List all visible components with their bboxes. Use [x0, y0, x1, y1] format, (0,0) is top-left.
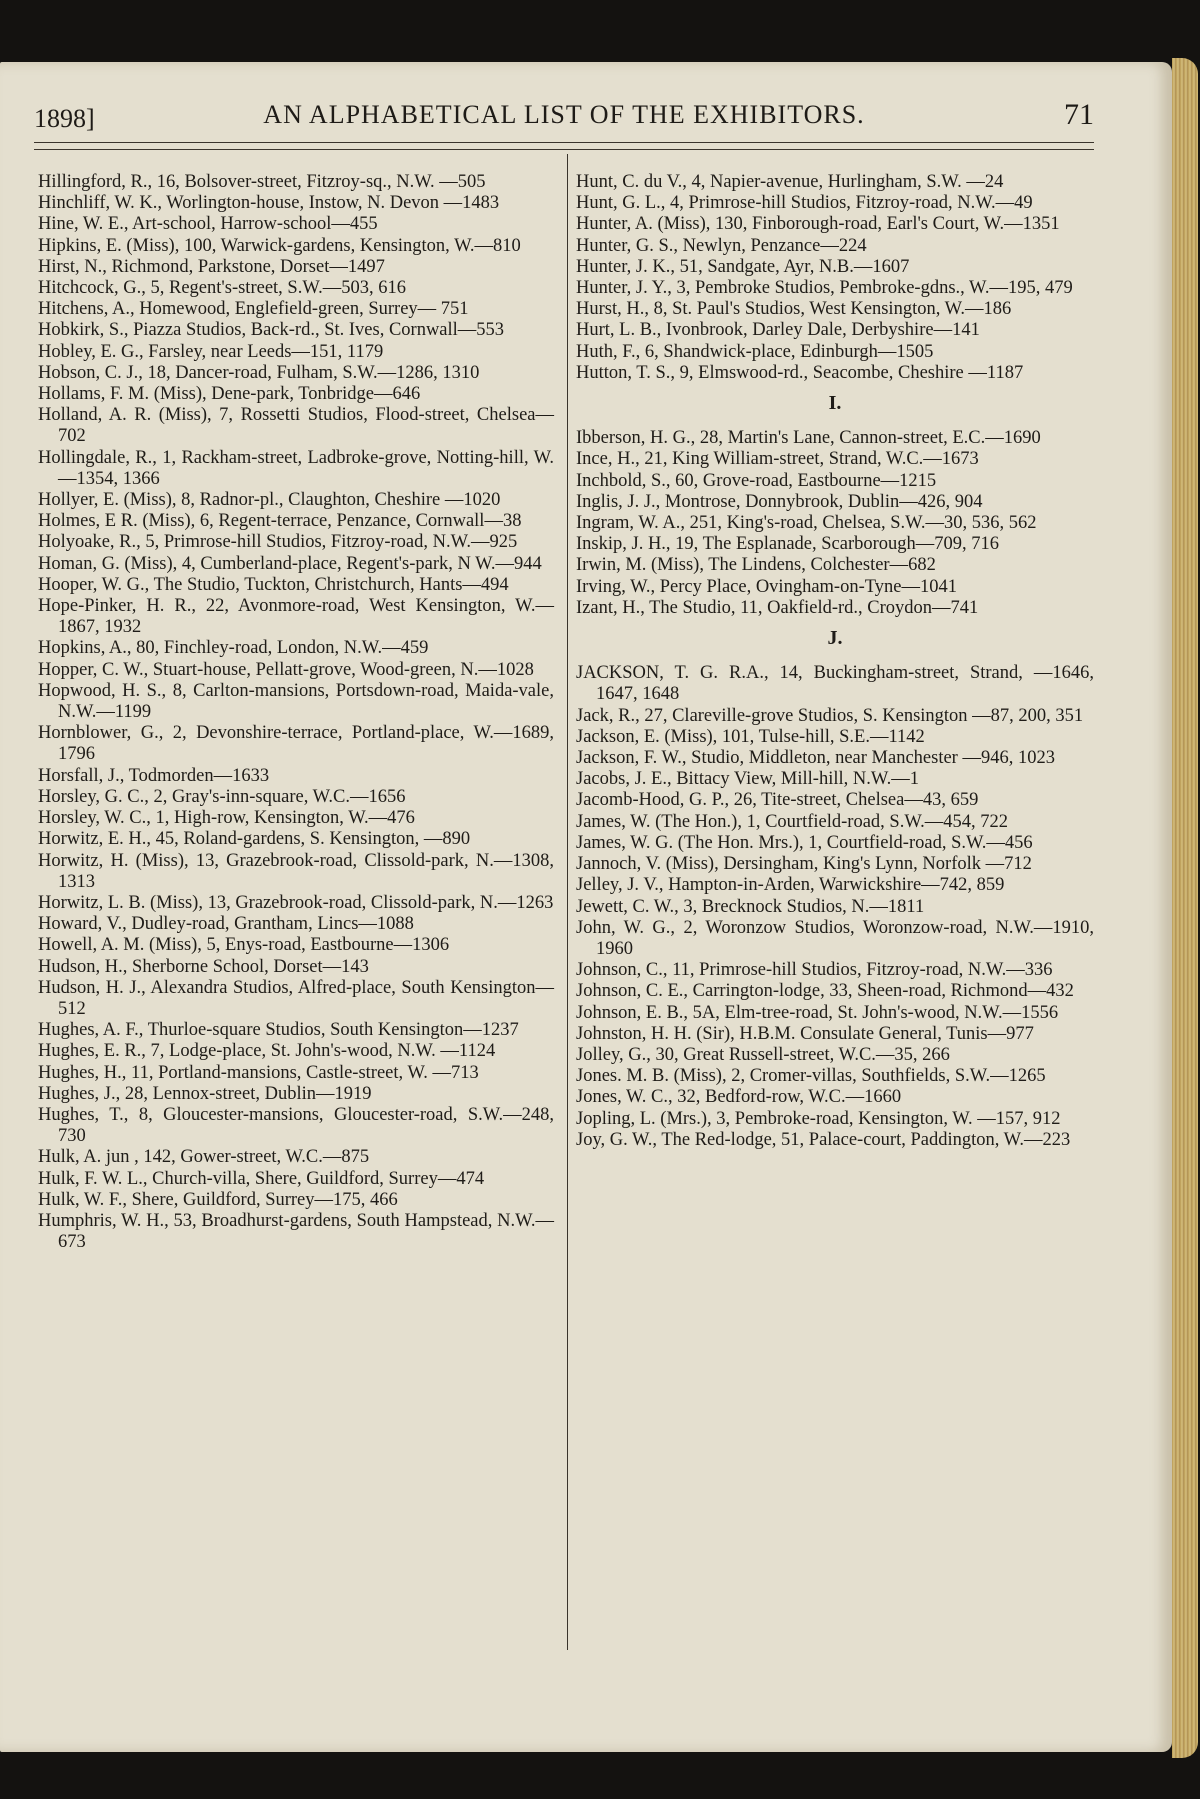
exhibitor-entry: Jelley, J. V., Hampton-in-Arden, Warwickshire—742, 859 [576, 875, 1005, 896]
exhibitor-entry: Hooper, W. G., The Studio, Tuckton, Christchurch, Hants—494 [38, 574, 509, 595]
exhibitor-entry: Horsfall, J., Todmorden—1633 [38, 765, 270, 786]
page-edge [1172, 58, 1198, 1758]
exhibitor-entry: Homan, G. (Miss), 4, Cumberland-place, Regent's-park, N W.—944 [38, 553, 542, 574]
exhibitor-entry: Inchbold, S., 60, Grove-road, Eastbourne—1215 [576, 470, 937, 491]
exhibitor-entry: Jopling, L. (Mrs.), 3, Pembroke-road, Kensington, W. —157, 912 [576, 1108, 1061, 1129]
exhibitor-entry: Hopwood, H. S., 8, Carlton-mansions, Portsdown-road, Maida-vale, N.W.—1199 [38, 680, 554, 723]
exhibitor-entry: Hobson, C. J., 18, Dancer-road, Fulham, S.W.—1286, 1310 [38, 362, 480, 383]
exhibitor-entry: Holmes, E R. (Miss), 6, Regent-terrace, Penzance, Cornwall—38 [38, 511, 522, 532]
exhibitor-entry: Howard, V., Dudley-road, Grantham, Lincs—1088 [38, 914, 414, 935]
exhibitor-entry: Hornblower, G., 2, Devonshire-terrace, Portland-place, W.—1689, 1796 [38, 723, 554, 765]
exhibitor-entry: Jack, R., 27, Clareville-grove Studios, S. Kensington —87, 200, 351 [576, 705, 1084, 726]
left-column [38, 172, 554, 1253]
exhibitor-entry: Irwin, M. (Miss), The Lindens, Colchester—682 [576, 555, 936, 576]
exhibitor-entry: Joy, G. W., The Red-lodge, 51, Palace-court, Paddington, W.—223 [576, 1129, 1071, 1150]
exhibitor-entry: Hutton, T. S., 9, Elmswood-rd., Seacombe, Cheshire —1187 [576, 362, 1024, 383]
exhibitor-entry: Humphris, W. H., 53, Broadhurst-gardens, South Hampstead, N.W.—673 [38, 1210, 554, 1253]
section-heading-i: I. [828, 392, 842, 415]
exhibitor-entry: Hopper, C. W., Stuart-house, Pellatt-grove, Wood-green, N.—1028 [38, 659, 534, 680]
exhibitor-entry: Holyoake, R., 5, Primrose-hill Studios, Fitzroy-road, N.W.—925 [38, 532, 518, 553]
exhibitor-entry: Hirst, N., Richmond, Parkstone, Dorset—1497 [38, 256, 385, 277]
exhibitor-entry: Holland, A. R. (Miss), 7, Rossetti Studios, Flood-street, Chelsea—702 [38, 405, 554, 447]
exhibitor-entry: Jolley, G., 30, Great Russell-street, W.C.—35, 266 [576, 1044, 950, 1065]
j-entries [576, 663, 1094, 1151]
i-entries [576, 428, 1094, 619]
column-divider [567, 154, 568, 1650]
exhibitor-entry: Jacobs, J. E., Bittacy View, Mill-hill, N.W.—1 [576, 769, 919, 790]
exhibitor-entry: Johnston, H. H. (Sir), H.B.M. Consulate General, Tunis—977 [576, 1023, 1034, 1044]
exhibitor-entry: Hipkins, E. (Miss), 100, Warwick-gardens, Kensington, W.—810 [38, 235, 521, 256]
exhibitor-entry: James, W. (The Hon.), 1, Courtfield-road, S.W.—454, 722 [576, 811, 1008, 832]
exhibitor-entry: Hollyer, E. (Miss), 8, Radnor-pl., Claughton, Cheshire —1020 [38, 490, 501, 511]
page-header [34, 96, 1094, 136]
exhibitor-entry: Horwitz, L. B. (Miss), 13, Grazebrook-road, Clissold-park, N.—1263 [38, 892, 554, 913]
exhibitor-entry: Horsley, G. C., 2, Gray's-inn-square, W.C.—1656 [38, 786, 406, 807]
exhibitor-entry: Hitchens, A., Homewood, Englefield-green, Surrey— 751 [38, 299, 469, 320]
exhibitor-entry: Hulk, W. F., Shere, Guildford, Surrey—175, 466 [38, 1189, 398, 1210]
exhibitor-entry: Hurst, H., 8, St. Paul's Studios, West Kensington, W.—186 [576, 299, 1012, 320]
exhibitor-entry: Hunter, J. Y., 3, Pembroke Studios, Pembroke-gdns., W.—195, 479 [576, 278, 1073, 299]
exhibitor-entry: Johnson, C., 11, Primrose-hill Studios, Fitzroy-road, N.W.—336 [576, 960, 1053, 981]
exhibitor-entry: Hughes, E. R., 7, Lodge-place, St. John's-wood, N.W. —1124 [38, 1041, 496, 1062]
exhibitor-entry: Inglis, J. J., Montrose, Donnybrook, Dublin—426, 904 [576, 491, 983, 512]
page-number: 71 [1064, 98, 1094, 131]
exhibitor-entry: Hunter, A. (Miss), 130, Finborough-road, Earl's Court, W.—1351 [576, 214, 1060, 235]
exhibitor-entry: Hughes, A. F., Thurloe-square Studios, South Kensington—1237 [38, 1020, 519, 1041]
header-rule [34, 142, 1094, 143]
exhibitor-entry: Hillingford, R., 16, Bolsover-street, Fitzroy-sq., N.W. —505 [38, 172, 486, 192]
header-title: AN ALPHABETICAL LIST OF THE EXHIBITORS. [263, 100, 865, 129]
exhibitor-entry: Hitchcock, G., 5, Regent's-street, S.W.—503, 616 [38, 278, 406, 299]
exhibitor-entry: Horsley, W. C., 1, High-row, Kensington, W.—476 [38, 808, 415, 829]
exhibitor-entry: Hunter, G. S., Newlyn, Penzance—224 [576, 235, 867, 256]
exhibitor-entry: Hope-Pinker, H. R., 22, Avonmore-road, West Kensington, W.—1867, 1932 [38, 596, 554, 638]
exhibitor-entry: Jacomb-Hood, G. P., 26, Tite-street, Chelsea—43, 659 [576, 790, 979, 811]
exhibitor-entry: Hulk, A. jun , 142, Gower-street, W.C.—875 [38, 1147, 370, 1168]
exhibitor-entry: Hunt, G. L., 4, Primrose-hill Studios, Fitzroy-road, N.W.—49 [576, 193, 1033, 214]
h-entries [576, 172, 1094, 384]
header-rule-thin [34, 149, 1094, 150]
exhibitor-entry: Hurt, L. B., Ivonbrook, Darley Dale, Derbyshire—141 [576, 320, 980, 341]
exhibitor-entry: Hunter, J. K., 51, Sandgate, Ayr, N.B.—1607 [576, 256, 910, 277]
header-year: 1898] [34, 104, 95, 133]
exhibitor-entry: Ince, H., 21, King William-street, Strand, W.C.—1673 [576, 449, 979, 470]
exhibitor-entry: Hobkirk, S., Piazza Studios, Back-rd., St. Ives, Cornwall—553 [38, 320, 505, 341]
exhibitor-entry: Hobley, E. G., Farsley, near Leeds—151, 1179 [38, 341, 384, 362]
exhibitor-entry: Hollams, F. M. (Miss), Dene-park, Tonbridge—646 [38, 384, 421, 405]
exhibitor-entry: Hulk, F. W. L., Church-villa, Shere, Guildford, Surrey—474 [38, 1168, 485, 1189]
exhibitor-entry: John, W. G., 2, Woronzow Studios, Woronzow-road, N.W.—1910, 1960 [576, 917, 1094, 959]
exhibitor-entry: Jannoch, V. (Miss), Dersingham, King's Lynn, Norfolk —712 [576, 854, 1032, 875]
exhibitor-entry: Horwitz, E. H., 45, Roland-gardens, S. Kensington, —890 [38, 829, 471, 850]
exhibitor-entry: Jewett, C. W., 3, Brecknock Studios, N.—1811 [576, 896, 925, 917]
exhibitor-entry: James, W. G. (The Hon. Mrs.), 1, Courtfield-road, S.W.—456 [576, 832, 1033, 853]
exhibitor-entry: Jones, W. C., 32, Bedford-row, W.C.—1660 [576, 1087, 902, 1108]
exhibitor-entry: Irving, W., Percy Place, Ovingham-on-Tyne—1041 [576, 576, 957, 597]
exhibitor-entry: Huth, F., 6, Shandwick-place, Edinburgh—1505 [576, 341, 934, 362]
exhibitor-entry: Hopkins, A., 80, Finchley-road, London, N.W.—459 [38, 638, 429, 659]
exhibitor-entry: Ibberson, H. G., 28, Martin's Lane, Cannon-street, E.C.—1690 [576, 428, 1041, 449]
exhibitor-entry: Hine, W. E., Art-school, Harrow-school—455 [38, 214, 378, 235]
exhibitor-entry: Hughes, J., 28, Lennox-street, Dublin—1919 [38, 1083, 372, 1104]
exhibitor-entry: Hughes, T., 8, Gloucester-mansions, Gloucester-road, S.W.—248, 730 [38, 1104, 554, 1147]
exhibitor-entry: Johnson, E. B., 5A, Elm-tree-road, St. John's-wood, N.W.—1556 [576, 1002, 1059, 1023]
exhibitor-entry: Howell, A. M. (Miss), 5, Enys-road, Eastbourne—1306 [38, 935, 450, 956]
exhibitor-entry: Hudson, H. J., Alexandra Studios, Alfred-place, South Kensington—512 [38, 977, 554, 1019]
right-column [576, 172, 1094, 1151]
section-heading-j: J. [827, 627, 843, 650]
exhibitor-entry: Ingram, W. A., 251, King's-road, Chelsea, S.W.—30, 536, 562 [576, 513, 1037, 534]
exhibitor-entry: Jackson, F. W., Studio, Middleton, near Manchester —946, 1023 [576, 748, 1055, 769]
exhibitor-entry: Johnson, C. E., Carrington-lodge, 33, Sheen-road, Richmond—432 [576, 981, 1074, 1002]
exhibitor-entry: Jones. M. B. (Miss), 2, Cromer-villas, Southfields, S.W.—1265 [576, 1066, 1046, 1087]
exhibitor-entry: Inskip, J. H., 19, The Esplanade, Scarborough—709, 716 [576, 534, 1000, 555]
exhibitor-entry: Hollingdale, R., 1, Rackham-street, Ladbroke-grove, Notting-hill, W.—1354, 1366 [38, 447, 554, 489]
exhibitor-entry: Horwitz, H. (Miss), 13, Grazebrook-road, Clissold-park, N.—1308, 1313 [38, 850, 554, 892]
exhibitor-entry: JACKSON, T. G. R.A., 14, Buckingham-street, Strand, —1646, 1647, 1648 [576, 663, 1094, 705]
exhibitor-entry: Jackson, E. (Miss), 101, Tulse-hill, S.E.—1142 [576, 726, 925, 747]
exhibitor-entry: Hinchliff, W. K., Worlington-house, Instow, N. Devon —1483 [38, 193, 500, 214]
exhibitor-entry: Hunt, C. du V., 4, Napier-avenue, Hurlingham, S.W. —24 [576, 172, 1004, 192]
exhibitor-entry: Izant, H., The Studio, 11, Oakfield-rd., Croydon—741 [576, 597, 979, 618]
exhibitor-entry: Hudson, H., Sherborne School, Dorset—143 [38, 956, 369, 977]
exhibitor-entry: Hughes, H., 11, Portland-mansions, Castle-street, W. —713 [38, 1062, 479, 1083]
